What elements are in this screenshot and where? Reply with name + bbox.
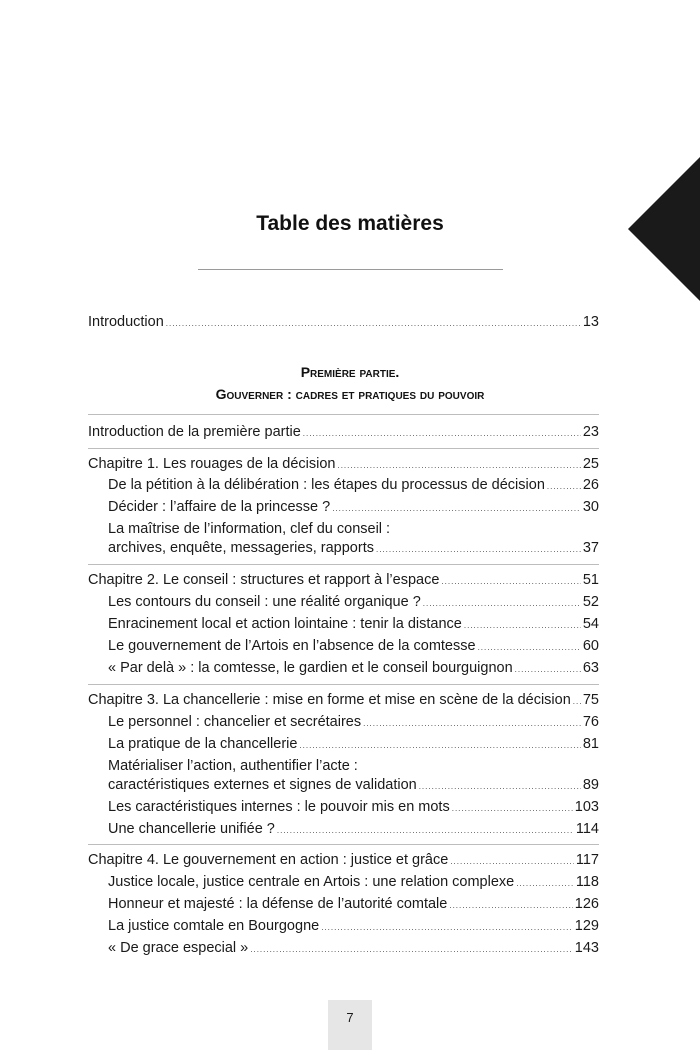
dot-leader [321, 923, 573, 932]
toc-section-1-3[interactable] [108, 540, 599, 562]
dot-leader [376, 545, 581, 554]
toc-entry-title: Justice locale, justice centrale en Artois : une relation complexe [108, 874, 515, 890]
toc-entry-part1-introduction[interactable] [88, 424, 599, 446]
toc-entry-page: 129 [574, 918, 599, 934]
toc-section-1-1[interactable] [108, 477, 599, 499]
toc-entry-title: De la pétition à la délibération : les étapes du processus de décision [108, 477, 545, 493]
toc-entry-page: 26 [582, 477, 599, 493]
toc-chapter-3[interactable] [88, 692, 599, 714]
toc-entry-title: Les caractéristiques internes : le pouvoir mis en mots [108, 799, 450, 815]
toc-entry-page: 25 [582, 456, 599, 472]
toc-section-3-3-line1: Matérialiser l’action, authentifier l’acte : [108, 758, 358, 774]
dot-leader [250, 945, 573, 954]
toc-entry-title: Une chancellerie unifiée ? [108, 821, 275, 837]
dot-leader [573, 697, 581, 706]
toc-section-2-2[interactable] [108, 616, 599, 638]
toc-section-2-3[interactable] [108, 638, 599, 660]
toc-entry-title: Chapitre 3. La chancellerie : mise en forme et mise en scène de la décision [88, 692, 571, 708]
toc-entry-title: Chapitre 4. Le gouvernement en action : justice et grâce [88, 852, 449, 868]
toc-section-4-4[interactable] [108, 940, 599, 962]
dot-leader [419, 782, 581, 791]
toc-entry-title: Le gouvernement de l’Artois en l’absence de la comtesse [108, 638, 476, 654]
dot-leader [337, 461, 580, 470]
toc-entry-page: 13 [582, 314, 599, 330]
dot-leader [452, 804, 573, 813]
dot-leader [299, 741, 580, 750]
toc-entry-title: Les contours du conseil : une réalité organique ? [108, 594, 421, 610]
dot-leader [450, 857, 574, 866]
dot-leader [166, 319, 581, 328]
toc-entry-title: Enracinement local et action lointaine : tenir la distance [108, 616, 462, 632]
page-number: 7 [328, 1000, 372, 1050]
toc-entry-page: 126 [574, 896, 599, 912]
toc-entry-page: 52 [582, 594, 599, 610]
dot-leader [303, 429, 581, 438]
toc-entry-page: 143 [574, 940, 599, 956]
part-heading-line1: Première partie. [300, 364, 400, 380]
toc-entry-page: 54 [582, 616, 599, 632]
dot-leader [515, 665, 581, 674]
toc-chapter-4[interactable] [88, 852, 599, 874]
toc-section-1-2[interactable] [108, 499, 599, 521]
toc-entry-title: caractéristiques externes et signes de validation [108, 777, 417, 793]
toc-entry-page: 103 [574, 799, 599, 815]
toc-entry-page: 114 [575, 821, 599, 837]
toc-entry-page: 117 [575, 852, 599, 868]
toc-section-2-4[interactable] [108, 660, 599, 682]
toc-entry-page: 51 [582, 572, 599, 588]
toc-entry-title: Le personnel : chancelier et secrétaires [108, 714, 362, 730]
dot-leader [449, 901, 572, 910]
dot-leader [464, 621, 581, 630]
toc-section-3-4[interactable] [108, 799, 599, 821]
toc-entry-page: 30 [582, 499, 599, 515]
dot-leader [332, 504, 581, 513]
toc-entry-title: La justice comtale en Bourgogne [108, 918, 320, 934]
toc-section-3-2[interactable] [108, 736, 599, 758]
toc-section-3-5[interactable] [108, 821, 599, 843]
dot-leader [423, 599, 581, 608]
dot-leader [547, 482, 581, 491]
toc-entry-title: Introduction de la première partie [88, 424, 301, 440]
toc-entry-page: 76 [582, 714, 599, 730]
dot-leader [363, 719, 581, 728]
toc-section-4-3[interactable] [108, 918, 599, 940]
page-title: Table des matières [256, 212, 444, 235]
toc-entry-page: 60 [582, 638, 599, 654]
title-divider [198, 269, 503, 270]
toc-entry-title: Honneur et majesté : la défense de l’autorité comtale [108, 896, 448, 912]
toc-chapter-1[interactable] [88, 456, 599, 478]
toc-entry-page: 63 [582, 660, 599, 676]
section-divider [88, 844, 599, 845]
dot-leader [277, 826, 574, 835]
toc-entry-title: Chapitre 1. Les rouages de la décision [88, 456, 336, 472]
toc-chapter-2[interactable] [88, 572, 599, 594]
section-divider [88, 414, 599, 415]
toc-section-1-3-line1: La maîtrise de l’information, clef du conseil : [108, 521, 391, 537]
toc-section-4-2[interactable] [108, 896, 599, 918]
toc-entry-title: « De grace especial » [108, 940, 249, 956]
section-divider [88, 684, 599, 685]
toc-entry-title: La pratique de la chancellerie [108, 736, 298, 752]
toc-entry-page: 89 [582, 777, 599, 793]
toc-entry-title: Chapitre 2. Le conseil : structures et rapport à l’espace [88, 572, 440, 588]
toc-section-2-1[interactable] [108, 594, 599, 616]
toc-section-3-1[interactable] [108, 714, 599, 736]
toc-entry-page: 23 [582, 424, 599, 440]
toc-entry-page: 37 [582, 540, 599, 556]
toc-section-4-1[interactable] [108, 874, 599, 896]
toc-entry-title: Décider : l’affaire de la princesse ? [108, 499, 331, 515]
toc-entry-introduction[interactable] [88, 314, 599, 336]
toc-entry-page: 81 [582, 736, 599, 752]
toc-entry-title: Introduction [88, 314, 164, 330]
section-divider [88, 448, 599, 449]
dot-leader [478, 643, 581, 652]
section-divider [88, 564, 599, 565]
dot-leader [441, 577, 580, 586]
part-heading-line2: Gouverner : cadres et pratiques du pouvoir [215, 386, 485, 402]
toc-entry-title: « Par delà » : la comtesse, le gardien et le conseil bourguignon [108, 660, 513, 676]
toc-entry-page: 118 [575, 874, 599, 890]
toc-entry-page: 75 [582, 692, 599, 708]
toc-section-3-3[interactable] [108, 777, 599, 799]
toc-entry-title: archives, enquête, messageries, rapports [108, 540, 374, 556]
dot-leader [516, 879, 574, 888]
